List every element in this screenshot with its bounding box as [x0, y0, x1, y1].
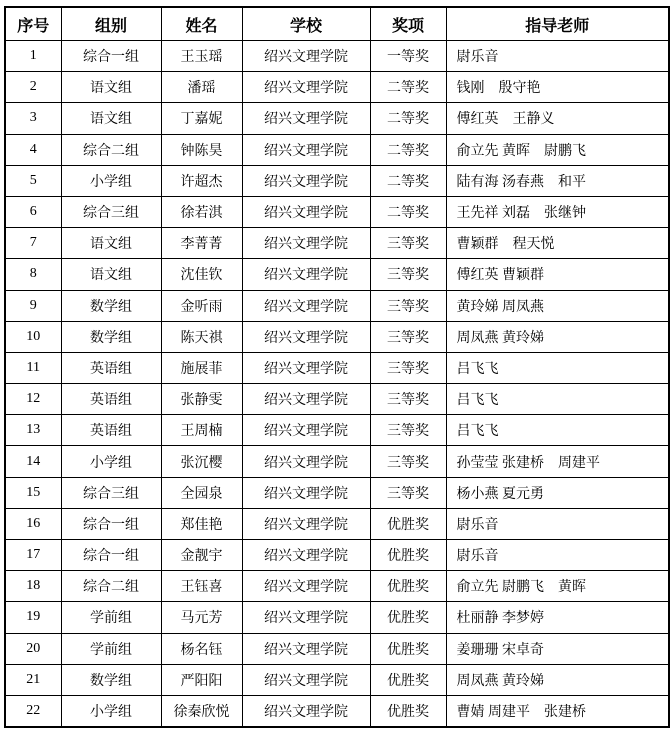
cell-name: 钟陈昊: [161, 134, 242, 165]
header-row: [5, 7, 669, 41]
cell-school: 绍兴文理学院: [242, 446, 370, 477]
cell-name: 施展菲: [161, 352, 242, 383]
table-row: [5, 41, 669, 72]
cell-group: 语文组: [61, 103, 161, 134]
cell-school: 绍兴文理学院: [242, 352, 370, 383]
cell-school: 绍兴文理学院: [242, 508, 370, 539]
cell-award: 优胜奖: [370, 695, 446, 727]
cell-name: 杨名钰: [161, 633, 242, 664]
cell-teachers: 傅红英 王静义: [446, 103, 669, 134]
table-row: [5, 228, 669, 259]
cell-teachers: 俞立先 尉鹏飞 黄晖: [446, 571, 669, 602]
header-group: 组别: [61, 7, 161, 41]
cell-school: 绍兴文理学院: [242, 103, 370, 134]
cell-seq: 6: [5, 196, 61, 227]
cell-award: 三等奖: [370, 321, 446, 352]
cell-group: 综合一组: [61, 508, 161, 539]
table-row: [5, 540, 669, 571]
cell-group: 综合一组: [61, 540, 161, 571]
cell-name: 徐秦欣悦: [161, 695, 242, 727]
cell-seq: 18: [5, 571, 61, 602]
cell-group: 小学组: [61, 695, 161, 727]
cell-seq: 14: [5, 446, 61, 477]
cell-teachers: 周凤燕 黄玲娣: [446, 321, 669, 352]
cell-name: 李菁菁: [161, 228, 242, 259]
cell-award: 二等奖: [370, 165, 446, 196]
cell-teachers: 王先祥 刘磊 张继钟: [446, 196, 669, 227]
cell-school: 绍兴文理学院: [242, 415, 370, 446]
cell-name: 郑佳艳: [161, 508, 242, 539]
cell-name: 沈佳钦: [161, 259, 242, 290]
cell-teachers: 尉乐音: [446, 508, 669, 539]
cell-award: 三等奖: [370, 477, 446, 508]
cell-teachers: 吕飞飞: [446, 352, 669, 383]
cell-teachers: 孙莹莹 张建桥 周建平: [446, 446, 669, 477]
cell-seq: 10: [5, 321, 61, 352]
cell-teachers: 曹婧 周建平 张建桥: [446, 695, 669, 727]
cell-teachers: 钱刚 殷守艳: [446, 72, 669, 103]
cell-school: 绍兴文理学院: [242, 633, 370, 664]
cell-teachers: 吕飞飞: [446, 415, 669, 446]
cell-seq: 20: [5, 633, 61, 664]
cell-group: 语文组: [61, 259, 161, 290]
cell-seq: 22: [5, 695, 61, 727]
cell-school: 绍兴文理学院: [242, 134, 370, 165]
table-row: [5, 259, 669, 290]
cell-award: 二等奖: [370, 134, 446, 165]
cell-seq: 15: [5, 477, 61, 508]
cell-teachers: 尉乐音: [446, 540, 669, 571]
cell-teachers: 周凤燕 黄玲娣: [446, 664, 669, 695]
table-row: [5, 571, 669, 602]
cell-name: 金靓宇: [161, 540, 242, 571]
cell-award: 优胜奖: [370, 633, 446, 664]
cell-teachers: 曹颖群 程天悦: [446, 228, 669, 259]
cell-award: 二等奖: [370, 196, 446, 227]
cell-teachers: 黄玲娣 周凤燕: [446, 290, 669, 321]
cell-group: 学前组: [61, 602, 161, 633]
cell-group: 综合二组: [61, 571, 161, 602]
table-row: [5, 446, 669, 477]
cell-seq: 3: [5, 103, 61, 134]
table-row: [5, 602, 669, 633]
cell-school: 绍兴文理学院: [242, 41, 370, 72]
table-row: [5, 415, 669, 446]
cell-school: 绍兴文理学院: [242, 602, 370, 633]
cell-group: 数学组: [61, 321, 161, 352]
cell-name: 王玉瑶: [161, 41, 242, 72]
table-row: [5, 352, 669, 383]
cell-teachers: 杨小燕 夏元勇: [446, 477, 669, 508]
cell-school: 绍兴文理学院: [242, 228, 370, 259]
cell-name: 张沉樱: [161, 446, 242, 477]
cell-group: 学前组: [61, 633, 161, 664]
cell-award: 二等奖: [370, 103, 446, 134]
cell-school: 绍兴文理学院: [242, 695, 370, 727]
cell-school: 绍兴文理学院: [242, 290, 370, 321]
cell-school: 绍兴文理学院: [242, 540, 370, 571]
cell-award: 一等奖: [370, 41, 446, 72]
table-body: [5, 41, 669, 728]
cell-name: 徐若淇: [161, 196, 242, 227]
cell-award: 三等奖: [370, 384, 446, 415]
cell-name: 王钰喜: [161, 571, 242, 602]
cell-school: 绍兴文理学院: [242, 72, 370, 103]
cell-teachers: 尉乐音: [446, 41, 669, 72]
cell-group: 小学组: [61, 165, 161, 196]
header-seq: 序号: [5, 7, 61, 41]
cell-award: 优胜奖: [370, 508, 446, 539]
cell-seq: 4: [5, 134, 61, 165]
cell-school: 绍兴文理学院: [242, 384, 370, 415]
cell-seq: 13: [5, 415, 61, 446]
header-name: 姓名: [161, 7, 242, 41]
cell-award: 优胜奖: [370, 540, 446, 571]
cell-seq: 2: [5, 72, 61, 103]
cell-seq: 19: [5, 602, 61, 633]
cell-group: 语文组: [61, 228, 161, 259]
cell-seq: 5: [5, 165, 61, 196]
cell-award: 三等奖: [370, 446, 446, 477]
table-row: [5, 508, 669, 539]
cell-teachers: 吕飞飞: [446, 384, 669, 415]
cell-name: 张静雯: [161, 384, 242, 415]
header-teachers: 指导老师: [446, 7, 669, 41]
cell-award: 优胜奖: [370, 571, 446, 602]
cell-school: 绍兴文理学院: [242, 571, 370, 602]
cell-teachers: 俞立先 黄晖 尉鹏飞: [446, 134, 669, 165]
table-row: [5, 134, 669, 165]
cell-group: 英语组: [61, 352, 161, 383]
cell-award: 三等奖: [370, 259, 446, 290]
cell-group: 综合一组: [61, 41, 161, 72]
cell-group: 综合三组: [61, 477, 161, 508]
table-row: [5, 72, 669, 103]
cell-school: 绍兴文理学院: [242, 196, 370, 227]
cell-group: 综合三组: [61, 196, 161, 227]
cell-group: 小学组: [61, 446, 161, 477]
cell-teachers: 陆有海 汤春燕 和平: [446, 165, 669, 196]
cell-award: 优胜奖: [370, 602, 446, 633]
cell-name: 金听雨: [161, 290, 242, 321]
cell-school: 绍兴文理学院: [242, 321, 370, 352]
cell-name: 陈天祺: [161, 321, 242, 352]
table-header: [5, 7, 669, 41]
cell-seq: 21: [5, 664, 61, 695]
header-award: 奖项: [370, 7, 446, 41]
table-row: [5, 664, 669, 695]
cell-award: 三等奖: [370, 228, 446, 259]
cell-award: 三等奖: [370, 290, 446, 321]
cell-group: 数学组: [61, 290, 161, 321]
cell-name: 潘瑶: [161, 72, 242, 103]
cell-group: 综合二组: [61, 134, 161, 165]
cell-school: 绍兴文理学院: [242, 165, 370, 196]
cell-seq: 11: [5, 352, 61, 383]
cell-seq: 7: [5, 228, 61, 259]
cell-group: 英语组: [61, 415, 161, 446]
table-row: [5, 290, 669, 321]
table-row: [5, 196, 669, 227]
cell-seq: 17: [5, 540, 61, 571]
cell-school: 绍兴文理学院: [242, 664, 370, 695]
table-row: [5, 321, 669, 352]
cell-school: 绍兴文理学院: [242, 477, 370, 508]
cell-seq: 12: [5, 384, 61, 415]
cell-name: 严阳阳: [161, 664, 242, 695]
table-row: [5, 477, 669, 508]
cell-name: 丁嘉妮: [161, 103, 242, 134]
cell-name: 王周楠: [161, 415, 242, 446]
cell-seq: 8: [5, 259, 61, 290]
table-row: [5, 103, 669, 134]
table-row: [5, 384, 669, 415]
cell-seq: 16: [5, 508, 61, 539]
cell-teachers: 姜珊珊 宋卓奇: [446, 633, 669, 664]
cell-seq: 9: [5, 290, 61, 321]
cell-award: 三等奖: [370, 352, 446, 383]
cell-teachers: 杜丽静 李梦婷: [446, 602, 669, 633]
cell-name: 全园泉: [161, 477, 242, 508]
cell-teachers: 傅红英 曹颖群: [446, 259, 669, 290]
cell-group: 英语组: [61, 384, 161, 415]
header-school: 学校: [242, 7, 370, 41]
cell-group: 数学组: [61, 664, 161, 695]
awards-table: [4, 6, 670, 728]
cell-name: 许超杰: [161, 165, 242, 196]
table-row: [5, 695, 669, 727]
table-row: [5, 633, 669, 664]
cell-group: 语文组: [61, 72, 161, 103]
table-row: [5, 165, 669, 196]
cell-award: 三等奖: [370, 415, 446, 446]
cell-seq: 1: [5, 41, 61, 72]
cell-name: 马元芳: [161, 602, 242, 633]
cell-award: 优胜奖: [370, 664, 446, 695]
cell-school: 绍兴文理学院: [242, 259, 370, 290]
cell-award: 二等奖: [370, 72, 446, 103]
